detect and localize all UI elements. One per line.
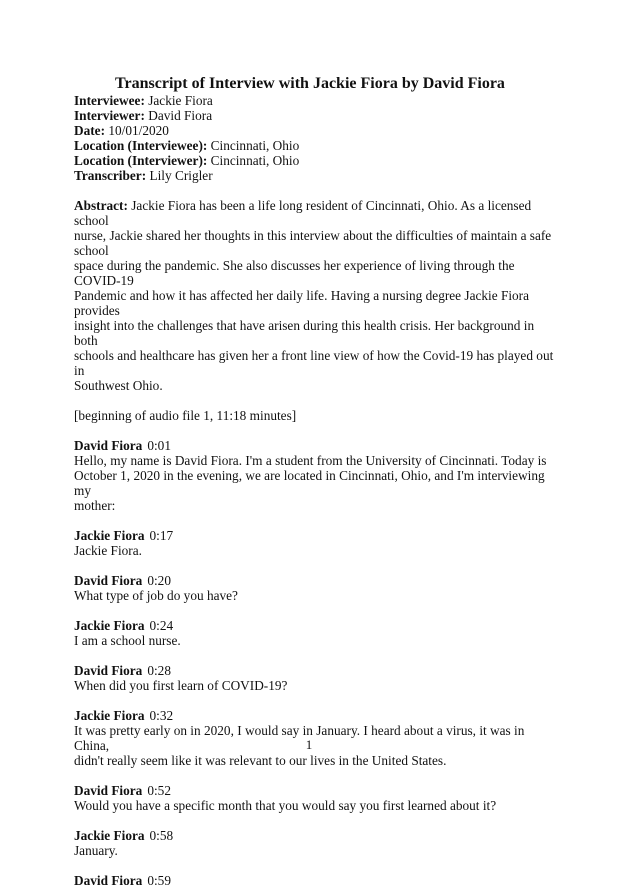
timestamp: 0:17 xyxy=(149,528,174,543)
meta-interviewee xyxy=(74,93,554,108)
speaker-line xyxy=(74,573,554,588)
abstract-line: schools and healthcare has given her a front line view of how the Covid-19 has played out in xyxy=(74,348,554,378)
spacer xyxy=(74,393,554,408)
transcript-turn xyxy=(74,438,554,513)
transcript-turn xyxy=(74,783,554,813)
timestamp: 0:28 xyxy=(147,663,171,678)
transcript xyxy=(74,423,554,888)
page-number: 1 xyxy=(305,737,313,752)
utterance-line: January. xyxy=(74,843,118,858)
speaker-name: David Fiora xyxy=(74,663,143,678)
meta-value: 10/01/2020 xyxy=(108,123,169,138)
spacer xyxy=(74,183,554,198)
meta-transcriber xyxy=(74,168,554,183)
speaker-line xyxy=(74,828,554,843)
speaker-line xyxy=(74,618,554,633)
transcript-turn xyxy=(74,663,554,693)
utterance-line: Would you have a specific month that you would say you first learned about it? xyxy=(74,798,497,813)
meta-value: Jackie Fiora xyxy=(148,93,213,108)
meta-label: Interviewer: xyxy=(74,108,145,123)
abstract-label: Abstract: xyxy=(74,198,128,213)
meta-location-interviewer xyxy=(74,153,554,168)
utterance-line: When did you first learn of COVID-19? xyxy=(74,678,288,693)
spacer xyxy=(74,693,554,708)
timestamp: 0:32 xyxy=(149,708,174,723)
utterance-line: Jackie Fiora. xyxy=(74,543,142,558)
transcript-turn xyxy=(74,828,554,858)
spacer xyxy=(74,768,554,783)
speaker-name: Jackie Fiora xyxy=(74,828,145,843)
timestamp: 0:24 xyxy=(149,618,174,633)
spacer xyxy=(74,813,554,828)
utterance-line: What type of job do you have? xyxy=(74,588,238,603)
transcript-turn xyxy=(74,573,554,603)
utterance-line: Hello, my name is David Fiora. I'm a student from the University of Cincinnati. Today is xyxy=(74,453,547,468)
timestamp: 0:52 xyxy=(147,783,171,798)
meta-value: Cincinnati, Ohio xyxy=(210,153,300,168)
meta-label: Date: xyxy=(74,123,106,138)
audio-note: [beginning of audio file 1, 11:18 minutes] xyxy=(74,408,297,423)
meta-value: Cincinnati, Ohio xyxy=(210,138,300,153)
document-title: Transcript of Interview with Jackie Fiora by David Fiora xyxy=(115,75,505,92)
transcript-turn xyxy=(74,618,554,648)
timestamp: 0:59 xyxy=(147,873,171,888)
meta-label: Location (Interviewer): xyxy=(74,153,208,168)
abstract-text: Jackie Fiora has been a life long resident of Cincinnati, Ohio. As a licensed school xyxy=(74,198,532,228)
meta-label: Interviewee: xyxy=(74,93,145,108)
meta-label: Location (Interviewee): xyxy=(74,138,208,153)
speaker-name: Jackie Fiora xyxy=(74,528,145,543)
abstract-line: insight into the challenges that have arisen during this health crisis. Her background in both xyxy=(74,318,535,348)
speaker-name: David Fiora xyxy=(74,873,143,888)
spacer xyxy=(74,423,554,438)
metadata-block xyxy=(74,93,554,183)
timestamp: 0:58 xyxy=(149,828,174,843)
speaker-line xyxy=(74,528,554,543)
abstract-line: Southwest Ohio. xyxy=(74,378,163,393)
speaker-line xyxy=(74,783,554,798)
speaker-name: David Fiora xyxy=(74,573,143,588)
abstract-line: nurse, Jackie shared her thoughts in this interview about the difficulties of maintain a safe school xyxy=(74,228,552,258)
speaker-name: Jackie Fiora xyxy=(74,618,145,633)
meta-label: Transcriber: xyxy=(74,168,147,183)
abstract xyxy=(74,198,554,393)
meta-value: David Fiora xyxy=(148,108,213,123)
abstract-line xyxy=(74,198,554,228)
spacer xyxy=(74,513,554,528)
utterance-line: mother: xyxy=(74,498,116,513)
abstract-line: space during the pandemic. She also discusses her experience of living through the COVID-19 xyxy=(74,258,515,288)
utterance-line: didn't really seem like it was relevant to our lives in the United States. xyxy=(74,753,447,768)
meta-date xyxy=(74,123,554,138)
spacer xyxy=(74,858,554,873)
speaker-name: Jackie Fiora xyxy=(74,708,145,723)
spacer xyxy=(74,648,554,663)
speaker-line xyxy=(74,708,554,723)
transcript-turn xyxy=(74,873,554,888)
meta-location-interviewee xyxy=(74,138,554,153)
speaker-name: David Fiora xyxy=(74,783,143,798)
speaker-line xyxy=(74,438,554,453)
spacer xyxy=(74,603,554,618)
transcript-turn xyxy=(74,528,554,558)
timestamp: 0:20 xyxy=(147,573,171,588)
abstract-line: Pandemic and how it has affected her daily life. Having a nursing degree Jackie Fiora provides xyxy=(74,288,530,318)
speaker-line xyxy=(74,663,554,678)
spacer xyxy=(74,558,554,573)
meta-interviewer xyxy=(74,108,554,123)
speaker-name: David Fiora xyxy=(74,438,143,453)
document-page xyxy=(74,76,554,888)
utterance-line: It was pretty early on in 2020, I would say in January. I heard about a virus, it was in China, xyxy=(74,723,525,753)
utterance-line: I am a school nurse. xyxy=(74,633,181,648)
utterance-line: October 1, 2020 in the evening, we are located in Cincinnati, Ohio, and I'm interviewing my xyxy=(74,468,545,498)
timestamp: 0:01 xyxy=(147,438,171,453)
speaker-line xyxy=(74,873,554,888)
meta-value: Lily Crigler xyxy=(149,168,213,183)
